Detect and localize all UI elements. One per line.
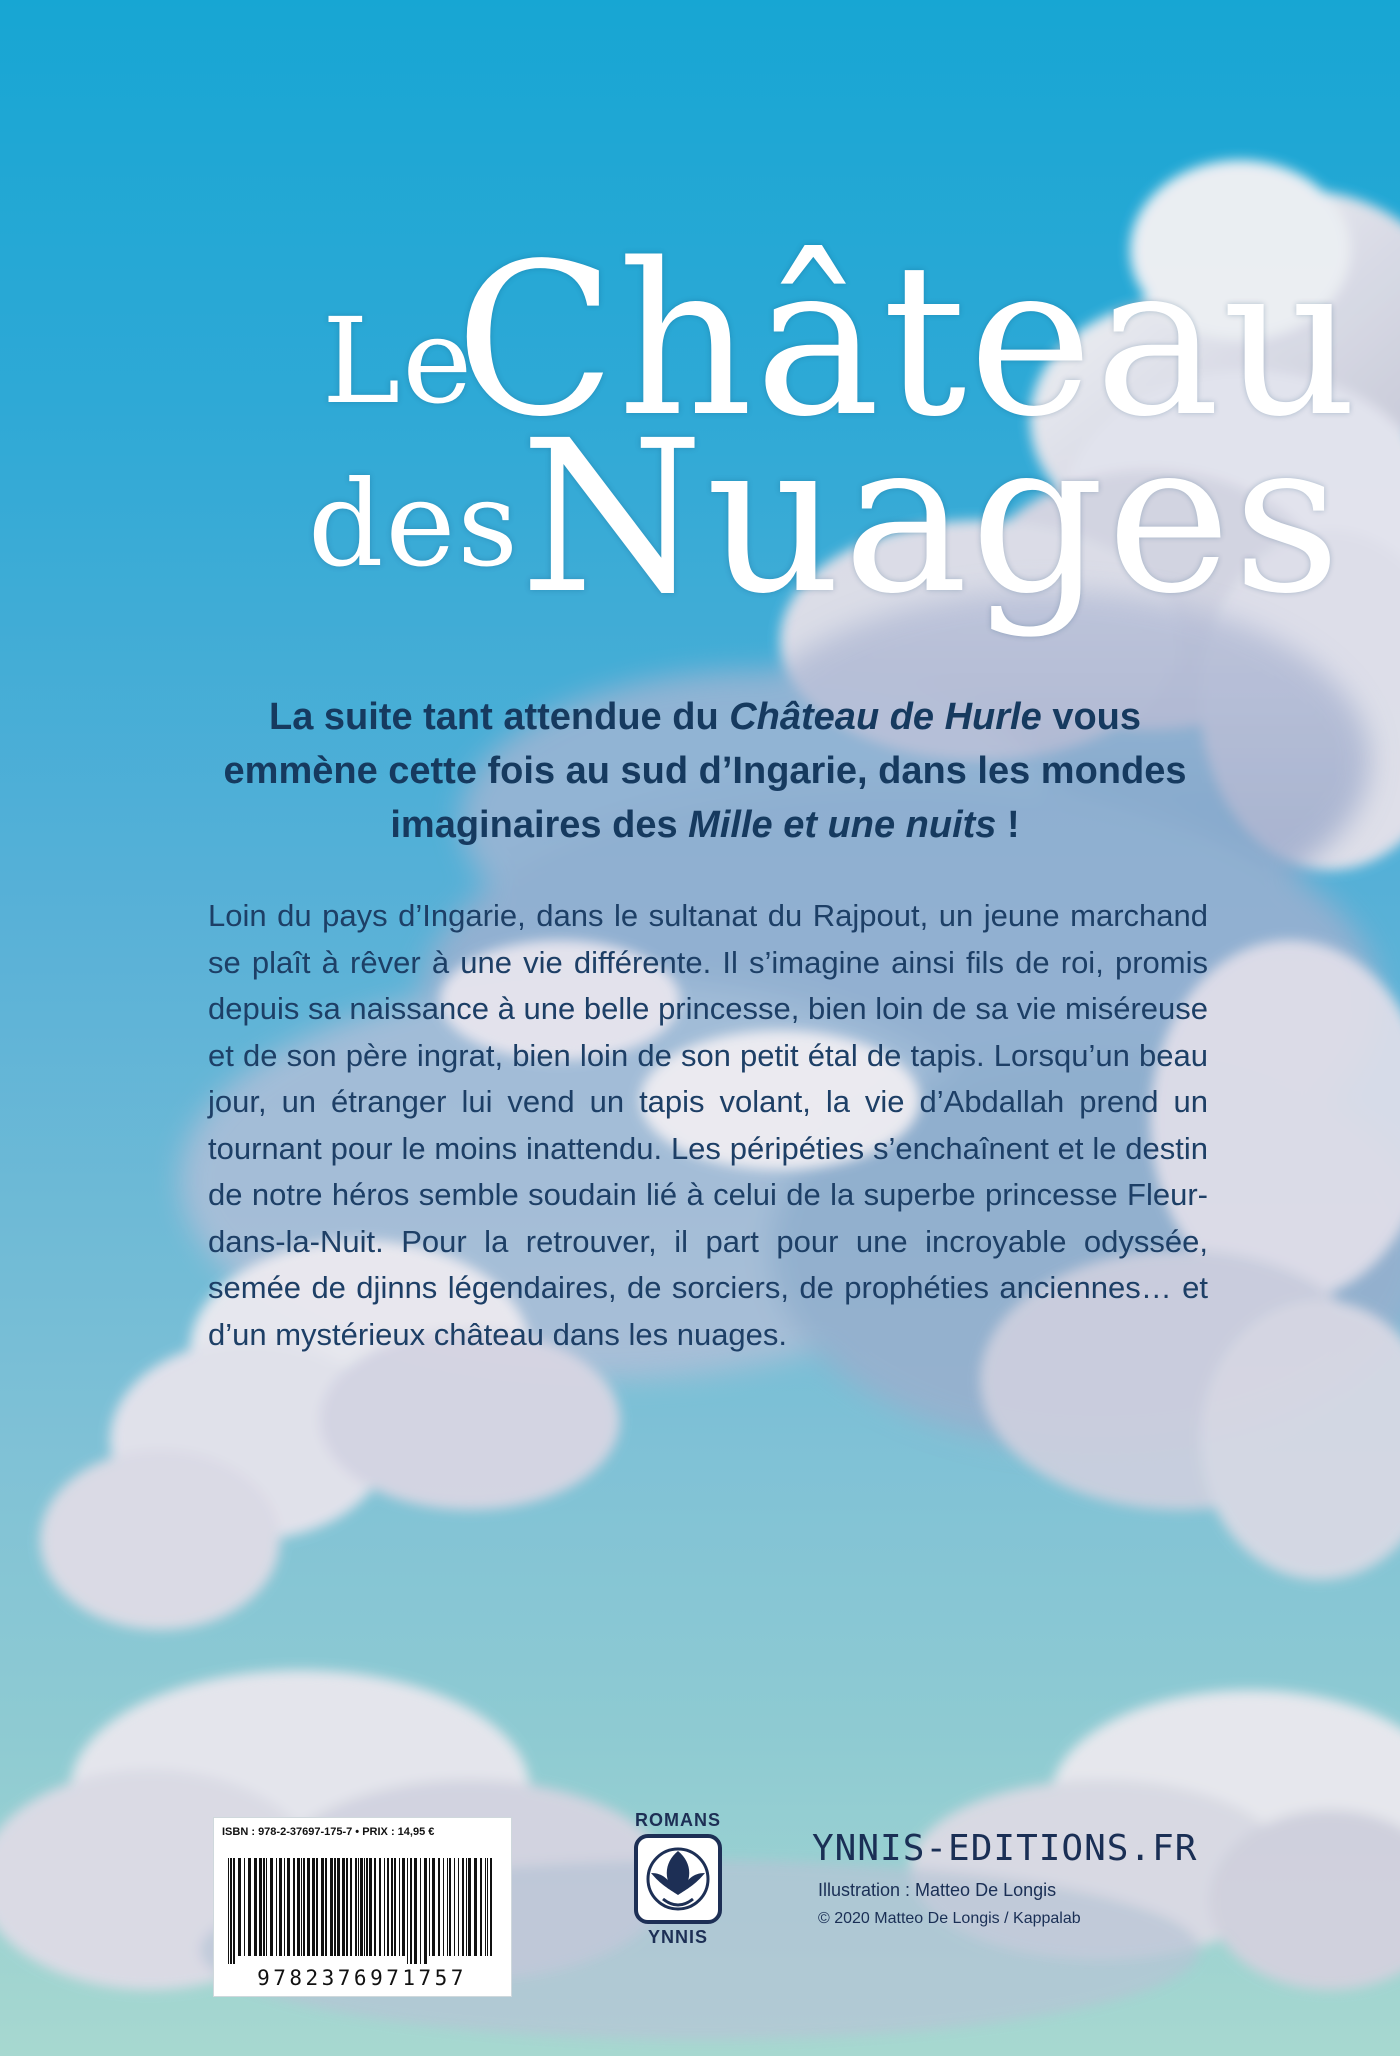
- barcode-bar: [316, 1858, 318, 1956]
- barcode-bar: [438, 1858, 440, 1956]
- intro-blurb: [190, 690, 1220, 852]
- copyright-line: © 2020 Matteo De Longis / Kappalab: [818, 1910, 1081, 1927]
- barcode-bar: [301, 1858, 302, 1956]
- barcode-bar: [490, 1858, 492, 1956]
- barcode-bar: [449, 1858, 451, 1956]
- barcode-bar: [303, 1858, 305, 1956]
- barcode-bar: [321, 1858, 324, 1956]
- barcode-bar: [358, 1858, 359, 1956]
- intro-text-3: !: [996, 804, 1020, 846]
- barcode-bar: [334, 1858, 336, 1956]
- barcode-bar: [366, 1858, 368, 1956]
- barcode-bar: [391, 1858, 393, 1956]
- barcode-bar: [432, 1858, 435, 1956]
- barcode-bar: [228, 1858, 229, 1964]
- barcode-bar: [410, 1858, 412, 1964]
- synopsis-text: Loin du pays d’Ingarie, dans le sultanat du Rajpout, un jeune marchand se plaît à rêver à une vie différente. Il s’imagine ainsi fils de roi, promis depuis sa naissance à une belle princesse, bien loin de sa vie miséreuse et de son père ingrat, bien loin de son petit étal de tapis. Lorsqu’un beau jour, un étranger lui vend un tapis volant, la vie d’Abdallah prend un tournant pour le moins inattendu. Les péripéties s’enchaînent et le destin de notre héros semble soudain lié à celui de la superbe princesse Fleur-dans-la-Nuit. Pour la retrouver, il part pour une incroyable odyssée, semée de djinns légendaires, de sorciers, de prophéties anciennes… et d’un mystérieux château dans les nuages.: [208, 898, 1208, 1352]
- barcode-bar: [238, 1858, 241, 1956]
- title-chateau: Château: [455, 218, 1360, 463]
- title-des: des: [308, 455, 520, 593]
- barcode-bar: [248, 1858, 251, 1956]
- barcode-bar: [266, 1858, 267, 1956]
- publisher-logo: [625, 1810, 731, 1948]
- website-url[interactable]: YNNIS-EDITIONS.FR: [812, 1828, 1198, 1869]
- barcode-bar: [259, 1858, 262, 1956]
- isbn-price-line: [222, 1826, 434, 1838]
- barcode-bar: [350, 1858, 352, 1956]
- intro-italic-2: Mille et une nuits: [688, 804, 997, 846]
- barcode-bar: [443, 1858, 444, 1956]
- barcode-bar: [466, 1858, 467, 1956]
- intro-italic-1: Château de Hurle: [729, 696, 1042, 738]
- barcode-digits: 9782376971757: [257, 1966, 467, 1990]
- barcode-bar: [429, 1858, 430, 1956]
- barcode-bar: [330, 1858, 333, 1956]
- barcode-bar: [424, 1858, 427, 1964]
- barcode-bar: [399, 1858, 400, 1956]
- barcode-bar: [230, 1858, 232, 1964]
- title-nuages: Nuages: [520, 395, 1343, 640]
- price-label: PRIX :: [362, 1826, 398, 1838]
- barcode-bar: [270, 1858, 273, 1956]
- intro-text-2: vous emmène cette fois au sud d’Ingarie, dans les mondes imaginaires des: [223, 696, 1187, 846]
- isbn-value: 978-2-37697-175-7: [258, 1826, 353, 1838]
- barcode-bar: [312, 1858, 315, 1956]
- lotus-emblem-icon: [633, 1833, 723, 1925]
- barcode-bar: [407, 1858, 408, 1964]
- barcode-bar: [487, 1858, 488, 1956]
- barcode-bar: [458, 1858, 459, 1956]
- barcode-bar: [454, 1858, 455, 1956]
- barcode-bar: [233, 1858, 235, 1964]
- barcode-bar: [480, 1858, 482, 1956]
- barcode-bar: [364, 1858, 365, 1956]
- price-value: 14,95 €: [397, 1826, 435, 1838]
- barcode-bar: [384, 1858, 385, 1956]
- barcode-bar: [276, 1858, 277, 1956]
- illustration-credit: Illustration : Matteo De Longis: [818, 1880, 1057, 1900]
- barcode-bar: [474, 1858, 477, 1956]
- barcode-bar: [307, 1858, 310, 1956]
- barcode-bar: [284, 1858, 285, 1956]
- barcode-bar: [468, 1858, 471, 1956]
- isbn-sep: •: [352, 1826, 363, 1838]
- barcode-bar: [254, 1858, 257, 1956]
- isbn-label: ISBN :: [222, 1826, 259, 1838]
- barcode-bar: [394, 1858, 396, 1956]
- barcode-bar: [462, 1858, 464, 1956]
- barcode-bar: [402, 1858, 405, 1956]
- barcode-bar: [447, 1858, 448, 1956]
- barcode-bar: [379, 1858, 381, 1956]
- barcode-bar: [360, 1858, 363, 1956]
- logo-ynnis: YNNIS: [647, 1927, 708, 1947]
- barcode-bar: [337, 1858, 340, 1956]
- barcode-bar: [325, 1858, 327, 1956]
- title-le: Le: [322, 292, 475, 430]
- logo-romans: ROMANS: [635, 1810, 721, 1830]
- barcode-bar: [369, 1858, 372, 1956]
- barcode-bar: [355, 1858, 357, 1956]
- barcode-bar: [287, 1858, 290, 1956]
- intro-text-1: La suite tant attendue du: [268, 696, 730, 738]
- barcode-bar: [485, 1858, 486, 1956]
- barcode-block: [213, 1817, 512, 1997]
- barcode-bar: [293, 1858, 295, 1956]
- barcode-bar: [414, 1858, 417, 1964]
- barcode-bar: [420, 1858, 421, 1964]
- barcode-bar: [279, 1858, 282, 1956]
- barcode-bar: [342, 1858, 345, 1956]
- barcode-bar: [297, 1858, 300, 1956]
- barcode-bar: [244, 1858, 245, 1956]
- barcode-bar: [346, 1858, 348, 1956]
- barcode-bars: [228, 1858, 498, 1964]
- barcode-bar: [387, 1858, 389, 1956]
- barcode-bar: [263, 1858, 265, 1956]
- barcode-bar: [374, 1858, 376, 1956]
